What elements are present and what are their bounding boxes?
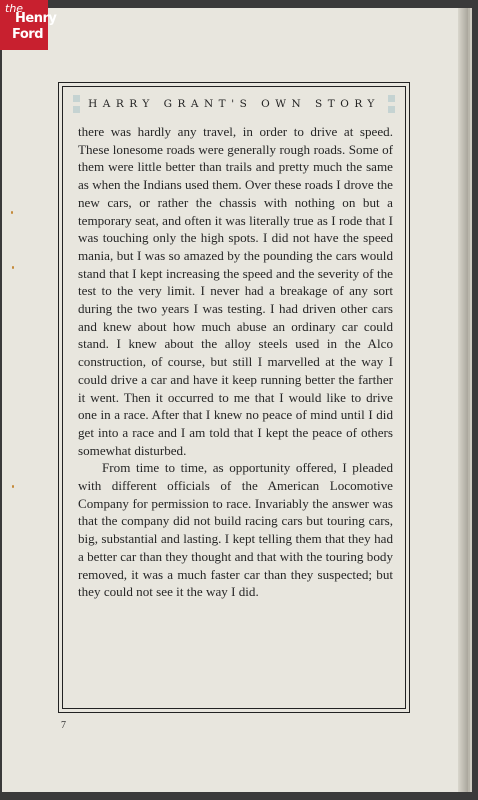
text-frame-inner: [62, 86, 406, 709]
paper-speck: [11, 211, 13, 214]
paper-speck: [12, 266, 14, 269]
paragraph: From time to time, as opportunity offered, I pleaded with different officials of the American Locomotive Company for permission to race. Invariably the answer was that the company did not build racing cars but touring cars, big, substantial and lasting. I kept telling them that they had a better car than they thought and that with the touring body removed, it was a much faster car than they suspected; but they could not see it the way I did.: [78, 460, 393, 600]
page-edge: [458, 8, 468, 792]
paper-speck: [12, 485, 14, 488]
page-number: 7: [61, 720, 66, 731]
paragraph: there was hardly any travel, in order to drive at speed. These lonesome roads were generally rough roads. Some of them were little better than trails and pretty much the same as when the Indians used them. Over these roads I drove the new cars, or rather the chassis with nothing on but a temporary seat, and often it was literally true as I rode that I was touching only the high spots. I did not have the speed mania, but I was so amazed by the pounding the cars would stand that I kept increasing the speed and the severity of the test to the very limit. I never had a breakage of any sort during the two years I was testing. I had driven other cars and knew about how much abuse an ordinary car could stand. I knew about the alloy steels used in the Alco construction, of course, but still I marvelled at the way I could drive a car and have it keep running better the farther it went. Then it occurred to me that I would like to drive one in a race. After that I knew no peace of mind until I did get into a race and I am told that I kept the peace of others somewhat disturbed.: [78, 124, 393, 458]
henry-ford-logo: the Henry Ford: [0, 0, 48, 50]
body-text: [78, 123, 393, 601]
book-page: [2, 8, 468, 792]
text-frame: [58, 82, 410, 713]
running-header: HARRY GRANT'S OWN STORY: [88, 98, 380, 110]
